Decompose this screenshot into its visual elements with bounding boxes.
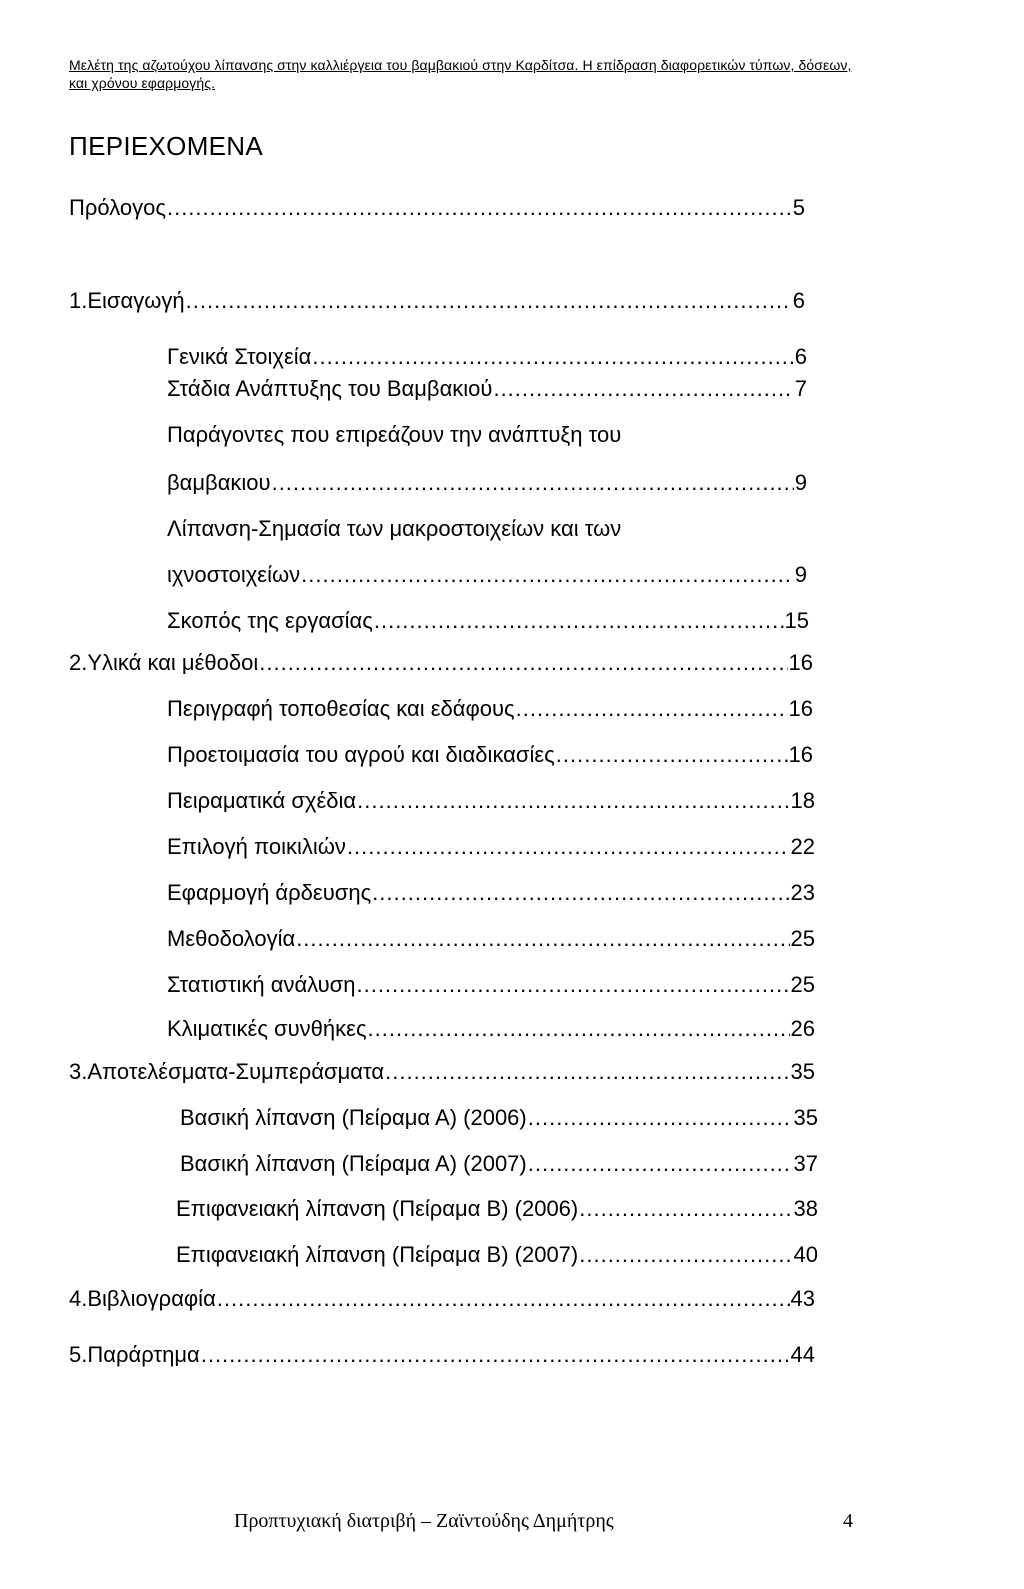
toc-leader (312, 342, 793, 372)
toc-leader (516, 694, 788, 724)
toc-entry (69, 648, 813, 678)
toc-entry (69, 286, 805, 316)
toc-leader (301, 560, 794, 590)
toc-entry-text: Παράγοντες που επιρεάζουν την ανάπτυξη του (167, 422, 622, 447)
toc-entry-page: 40 (793, 1242, 818, 1267)
toc-entry-text: Σκοπός της εργασίας (167, 608, 373, 633)
toc-entry (176, 1240, 818, 1270)
toc-entry-text: Πειραματικά σχέδια (167, 788, 357, 813)
toc-leader (579, 1194, 792, 1224)
toc-entry-page: 26 (790, 1016, 815, 1041)
toc-leader (372, 878, 789, 908)
toc-entry-page: 16 (788, 696, 813, 721)
toc-entry (167, 606, 809, 636)
toc-entry (167, 878, 815, 908)
toc-leader (201, 1340, 790, 1370)
toc-entry (69, 1057, 815, 1087)
toc-entry (69, 1284, 815, 1314)
toc-entry (167, 740, 813, 770)
toc-entry (180, 1149, 818, 1179)
toc-entry-text: Πρόλογος (69, 195, 166, 220)
running-header: Μελέτη της αζωτούχου λίπανσης στην καλλιέργεια του βαμβακιού στην Καρδίτσα. Η επίδραση διαφορετικών τύπων, δόσεων, και χρόνου εφαρμογής. (69, 57, 852, 91)
toc-leader (385, 1057, 789, 1087)
toc-entry-page: 37 (793, 1151, 818, 1176)
toc-entry-text: Επιφανειακή λίπανση (Πείραμα Β) (2006) (176, 1196, 579, 1221)
toc-entry-text: Λίπανση-Σημασία των μακροστοιχείων και των (167, 516, 622, 541)
toc-leader (528, 1149, 793, 1179)
toc-entry-text: Μεθοδολογία (167, 926, 296, 951)
toc-entry-text: 5.Παράρτημα (69, 1342, 200, 1367)
toc-entry-text: βαμβακιου (167, 470, 271, 495)
toc-entry-page: 16 (788, 650, 813, 675)
toc-entry (167, 342, 807, 372)
toc-leader (186, 286, 792, 316)
toc-entry-text: 3.Αποτελέσματα-Συμπεράσματα (69, 1059, 385, 1084)
toc-entry-text: Επιλογή ποικιλιών (167, 834, 346, 859)
toc-leader (368, 1014, 790, 1044)
toc-leader (217, 1284, 790, 1314)
toc-entry (176, 1194, 818, 1224)
toc-entry (167, 560, 807, 590)
toc-leader (272, 468, 794, 498)
toc-entry-text: Κλιματικές συνθήκες (167, 1016, 367, 1041)
toc-entry-page: 35 (793, 1105, 818, 1130)
toc-entry (69, 193, 805, 223)
toc-entry-page: 9 (794, 562, 807, 587)
toc-entry-page: 16 (788, 742, 813, 767)
toc-leader (493, 374, 793, 404)
toc-entry-page: 25 (790, 926, 815, 951)
toc-entry (167, 694, 813, 724)
toc-entry (180, 1103, 818, 1133)
toc-entry-page: 6 (794, 344, 807, 369)
toc-entry-page: 5 (792, 195, 805, 220)
toc-entry-text: Προετοιμασία του αγρού και διαδικασίες (167, 742, 555, 767)
toc-leader (347, 832, 790, 862)
toc-entry-page: 43 (790, 1286, 815, 1311)
toc-leader (167, 193, 792, 223)
toc-leader (357, 786, 789, 816)
toc-entry (167, 786, 815, 816)
toc-entry-page: 25 (790, 972, 815, 997)
toc-entry-text: Βασική λίπανση (Πείραμα Α) (2007) (180, 1151, 527, 1176)
toc-entry-page: 15 (784, 608, 809, 633)
toc-entry-text: Βασική λίπανση (Πείραμα Α) (2006) (180, 1105, 527, 1130)
toc-entry-page: 44 (790, 1342, 815, 1367)
toc-entry-page: 18 (790, 788, 815, 813)
footer-page-number: 4 (843, 1510, 853, 1532)
toc-entry-text: 4.Βιβλιογραφία (69, 1286, 216, 1311)
toc-entry (167, 1014, 815, 1044)
toc-leader (374, 606, 784, 636)
toc-entry-text: Γενικά Στοιχεία (167, 344, 312, 369)
toc-leader (356, 970, 789, 1000)
toc-entry-text: Επιφανειακή λίπανση (Πείραμα Β) (2007) (176, 1242, 579, 1267)
toc-leader (528, 1103, 793, 1133)
toc-entry-text: 1.Εισαγωγή (69, 288, 185, 313)
toc-entry-text: Στάδια Ανάπτυξης του Βαμβακιού (167, 376, 493, 401)
toc-entry-page: 38 (793, 1196, 818, 1221)
toc-entry (167, 468, 807, 498)
toc-entry (167, 832, 815, 862)
toc-entry (69, 1340, 815, 1370)
toc-entry (167, 970, 815, 1000)
toc-entry (167, 374, 807, 404)
toc-entry-page: 35 (790, 1059, 815, 1084)
toc-leader (579, 1240, 792, 1270)
toc-entry-text: Στατιστική ανάλυση (167, 972, 356, 997)
toc-leader (556, 740, 788, 770)
toc-leader (296, 924, 789, 954)
toc-title: ΠΕΡΙΕΧΟΜΕΝΑ (69, 131, 264, 161)
toc-entry-page: 9 (794, 470, 807, 495)
toc-entry-page: 6 (792, 288, 805, 313)
toc-entry-text: 2.Υλικά και μέθοδοι (69, 650, 259, 675)
toc-entry-text: Περιγραφή τοποθεσίας και εδάφους (167, 696, 515, 721)
toc-entry-page: 7 (794, 376, 807, 401)
toc-entry-text: ιχνοστοιχείων (167, 562, 301, 587)
toc-entry-text: Εφαρμογή άρδευσης (167, 880, 372, 905)
toc-entry-page: 23 (790, 880, 815, 905)
toc-leader (259, 648, 787, 678)
toc-entry-page: 22 (790, 834, 815, 859)
footer-text: Προπτυχιακή διατριβή – Ζαϊντούδης Δημήτρης (234, 1510, 614, 1532)
toc-entry (167, 924, 815, 954)
